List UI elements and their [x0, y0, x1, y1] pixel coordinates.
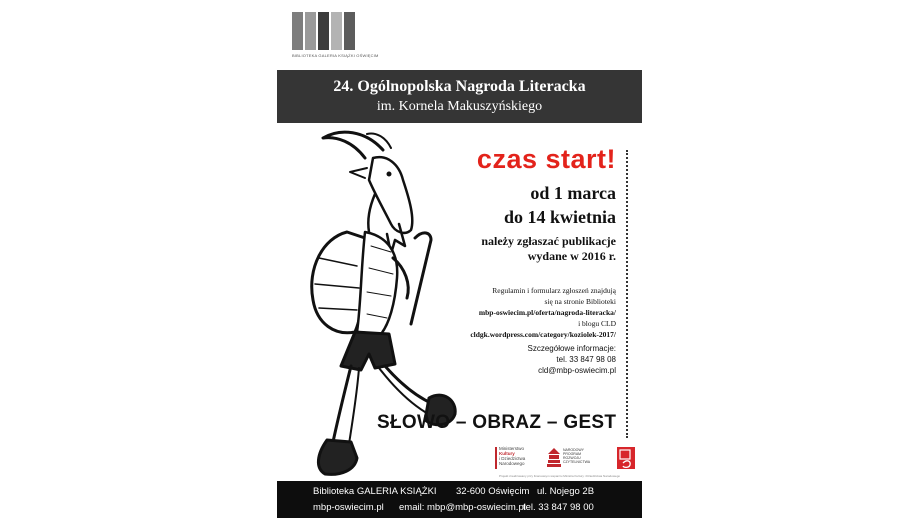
logo-bar — [292, 12, 303, 50]
ministry-accent-bar — [495, 447, 497, 469]
contact-email[interactable]: cld@mbp-oswiecim.pl — [538, 366, 616, 375]
submission-note: należy zgłaszać publikacje — [481, 234, 616, 248]
logo-bar — [344, 12, 355, 50]
contact-phone: tel. 33 847 98 08 — [556, 355, 616, 364]
program-line: ROZWOJU — [563, 456, 581, 460]
rules-text: Regulamin i formularz zgłoszeń znajdują — [492, 286, 616, 295]
slogan: SŁOWO – OBRAZ – GEST — [377, 412, 617, 433]
footer-library-name: Biblioteka GALERIA KSIĄŻKI — [313, 486, 437, 497]
contact-heading: Szczegółowe informacje: — [527, 344, 616, 353]
ministry-line: Ministerstwo — [499, 446, 525, 451]
ministry-line: Narodowego — [499, 461, 525, 466]
footer-postal: 32-600 Oświęcim — [456, 486, 530, 497]
ministry-logo — [499, 446, 539, 470]
library-badge-icon — [617, 447, 635, 469]
footer-phone: tel. 33 847 98 00 — [523, 502, 594, 513]
submission-note-year: wydane w 2016 r. — [527, 249, 616, 263]
library-logo — [292, 12, 379, 64]
library-link[interactable]: mbp-oswiecim.pl/oferta/nagroda-literacka/ — [478, 308, 616, 317]
date-to: do 14 kwietnia — [503, 207, 616, 227]
logo-bar — [318, 12, 329, 50]
logo-bars-icon — [292, 12, 356, 50]
logo-bar — [305, 12, 316, 50]
poster — [277, 0, 642, 518]
logo-caption: BIBLIOTEKA GALERIA KSIĄŻKI OŚWIĘCIM — [292, 53, 379, 58]
reading-program-logo — [547, 446, 609, 470]
blog-text: i blogu CLD — [578, 319, 616, 328]
award-title: 24. Ogólnopolska Nagroda Literacka — [333, 78, 586, 95]
program-line: PROGRAM — [563, 452, 582, 456]
footer — [277, 481, 642, 518]
header-band — [277, 70, 642, 123]
book-stack-icon — [547, 448, 561, 468]
blog-link[interactable]: cldgk.wordpress.com/category/koziolek-2017/ — [470, 330, 616, 339]
footer-street: ul. Nojego 2B — [537, 486, 595, 497]
footer-website-link[interactable]: mbp-oswiecim.pl — [313, 502, 384, 513]
logo-bar — [331, 12, 342, 50]
dotted-divider — [626, 150, 628, 438]
fine-print: Projekt zrealizowany przy finansowym wsparciu Ministra Kultury i Dziedzictwa Narodowego — [499, 474, 621, 478]
hiking-goat-illustration-icon — [295, 128, 475, 488]
program-line: NARODOWY — [563, 448, 584, 452]
award-subtitle: im. Kornela Makuszyńskiego — [376, 99, 543, 114]
program-line: CZYTELNICTWA — [563, 460, 591, 464]
ministry-line: Kultury — [499, 451, 515, 456]
footer-email-link[interactable]: email: mbp@mbp-oswiecim.pl — [399, 502, 526, 513]
date-from: od 1 marca — [530, 183, 616, 203]
rules-text-2: się na stronie Biblioteki — [544, 297, 616, 306]
headline: czas start! — [476, 144, 616, 174]
ministry-line: i Dziedzictwa — [499, 456, 526, 461]
